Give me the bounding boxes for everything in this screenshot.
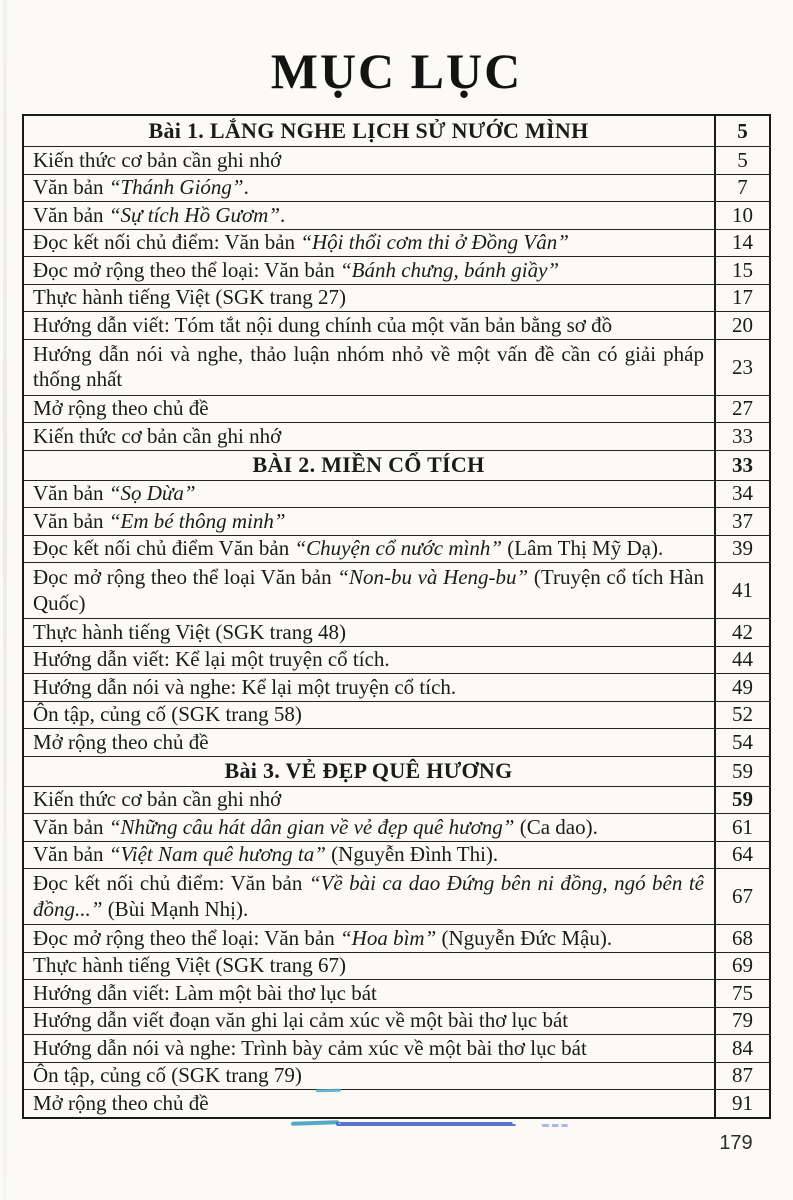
toc-row: [24, 174, 769, 202]
row-page-number: 27: [714, 396, 769, 423]
toc-row: [24, 841, 769, 869]
toc-row: [24, 813, 769, 841]
row-page-number: 52: [714, 702, 769, 729]
row-page-number: 61: [714, 814, 769, 841]
row-title: Đọc mở rộng theo thể loại Văn bản “Non-bu và Heng-bu” (Truyện cổ tích Hàn Quốc): [33, 565, 704, 615]
row-page-number: 54: [714, 729, 769, 756]
pen-mark-blue-dashed: [336, 1122, 516, 1126]
row-page-number: 84: [714, 1035, 769, 1062]
row-title: Mở rộng theo chủ đề: [33, 396, 209, 420]
row-page-number: 17: [714, 285, 769, 312]
row-title: Văn bản “Sự tích Hồ Gươm”.: [33, 202, 286, 227]
row-title: Văn bản “Thánh Gióng”.: [33, 175, 249, 199]
toc-row: [24, 311, 769, 339]
toc-row: [24, 1034, 769, 1062]
toc-row: [24, 618, 769, 646]
row-page-number: 39: [714, 536, 769, 563]
toc-row: [24, 786, 769, 814]
toc-row: [24, 229, 769, 257]
row-page-number: 7: [714, 175, 769, 202]
row-page-number: 14: [714, 230, 769, 257]
row-page-number: 15: [714, 257, 769, 284]
row-page-number: 67: [714, 869, 769, 924]
toc-row: [24, 1089, 769, 1117]
row-page-number: 91: [714, 1090, 769, 1117]
row-page-number: 34: [714, 481, 769, 508]
row-title: Kiến thức cơ bản cần ghi nhớ: [33, 787, 282, 811]
row-title: Bài 1. LẮNG NGHE LỊCH SỬ NƯỚC MÌNH: [148, 118, 589, 144]
row-page-number: 87: [714, 1063, 769, 1090]
toc-row: [24, 701, 769, 729]
toc-row: [24, 562, 769, 618]
row-page-number: 42: [714, 619, 769, 646]
row-page-number: 33: [714, 423, 769, 450]
row-title: Kiến thức cơ bản cần ghi nhớ: [33, 147, 282, 172]
row-page-number: 59: [714, 757, 769, 786]
row-title: Đọc kết nối chủ điểm: Văn bản “Về bài ca dao Đứng bên ni đồng, ngó bên tê đồng...” (Bùi Mạnh Nhị).: [33, 871, 704, 921]
row-page-number: 69: [714, 953, 769, 980]
row-title: Văn bản “Những câu hát dân gian về vẻ đẹp quê hương” (Ca dao).: [33, 814, 598, 839]
toc-row: [24, 480, 769, 508]
row-title: Hướng dẫn viết đoạn văn ghi lại cảm xúc về một bài thơ lục bát: [33, 1008, 569, 1032]
toc-section-header-row: [24, 116, 769, 146]
row-title: Đọc mở rộng theo thể loại: Văn bản “Bánh chưng, bánh giầy”: [33, 257, 560, 282]
row-page-number: 33: [714, 451, 769, 480]
ebook-page-number: 179: [719, 1132, 753, 1154]
row-title: Kiến thức cơ bản cần ghi nhớ: [33, 423, 282, 448]
row-title: Mở rộng theo chủ đề: [33, 729, 209, 754]
toc-row: [24, 1062, 769, 1090]
toc-row: [24, 979, 769, 1007]
row-page-number: 75: [714, 980, 769, 1007]
toc-row: [24, 728, 769, 756]
row-page-number: 44: [714, 647, 769, 674]
row-title: Đọc mở rộng theo thể loại: Văn bản “Hoa bìm” (Nguyễn Đức Mậu).: [33, 925, 613, 950]
toc-row: [24, 339, 769, 395]
toc-row: [24, 395, 769, 423]
row-title: Ôn tập, củng cố (SGK trang 58): [33, 702, 302, 726]
row-title: Hướng dẫn viết: Tóm tắt nội dung chính của một văn bản bằng sơ đồ: [33, 312, 613, 337]
row-title: Bài 3. VẺ ĐẸP QUÊ HƯƠNG: [224, 758, 513, 784]
toc-row: [24, 507, 769, 535]
row-title: Đọc kết nối chủ điểm: Văn bản “Hội thổi cơm thi ở Đồng Vân”: [33, 230, 569, 254]
row-title: BÀI 2. MIỀN CỔ TÍCH: [252, 452, 485, 478]
toc-row: [24, 1007, 769, 1035]
row-title: Thực hành tiếng Việt (SGK trang 27): [33, 285, 347, 309]
row-title: Mở rộng theo chủ đề: [33, 1090, 209, 1115]
pen-mark-cyan-long: [291, 1120, 339, 1126]
row-page-number: 49: [714, 674, 769, 701]
row-page-number: 10: [714, 202, 769, 229]
toc-table: [22, 114, 771, 1119]
toc-row: [24, 646, 769, 674]
toc-row: [24, 256, 769, 284]
toc-row: [24, 868, 769, 924]
toc-row: [24, 146, 769, 174]
toc-row: [24, 952, 769, 980]
toc-row: [24, 673, 769, 701]
row-page-number: 79: [714, 1008, 769, 1035]
toc-row: [24, 924, 769, 952]
row-title: Thực hành tiếng Việt (SGK trang 48): [33, 619, 347, 644]
row-title: Ôn tập, củng cố (SGK trang 79): [33, 1063, 302, 1087]
toc-row: [24, 201, 769, 229]
row-page-number: 5: [714, 147, 769, 174]
row-page-number: 41: [714, 563, 769, 618]
row-title: Thực hành tiếng Việt (SGK trang 67): [33, 953, 347, 977]
toc-row: [24, 284, 769, 312]
row-page-number: 23: [714, 340, 769, 395]
row-title: Văn bản “Em bé thông minh”: [33, 508, 286, 533]
row-title: Hướng dẫn viết: Làm một bài thơ lục bát: [33, 980, 377, 1005]
row-title: Đọc kết nối chủ điểm Văn bản “Chuyện cổ nước mình” (Lâm Thị Mỹ Dạ).: [33, 536, 664, 560]
scan-edge-artifact: [3, 0, 7, 1200]
row-title: Văn bản “Việt Nam quê hương ta” (Nguyễn Đình Thi).: [33, 842, 499, 866]
toc-row: [24, 535, 769, 563]
row-title: Hướng dẫn nói và nghe: Trình bày cảm xúc về một bài thơ lục bát: [33, 1035, 587, 1060]
row-title: Văn bản “Sọ Dừa”: [33, 481, 196, 505]
row-page-number: 20: [714, 312, 769, 339]
row-page-number: 64: [714, 842, 769, 869]
row-page-number: 5: [714, 116, 769, 146]
pen-mark-cyan-small: [316, 1089, 341, 1093]
page-title: MỤC LỤC: [270, 43, 523, 99]
toc-section-header-row: [24, 756, 769, 786]
row-title: Hướng dẫn nói và nghe, thảo luận nhóm nhỏ về một vấn đề cần có giải pháp thống nhất: [33, 341, 704, 391]
pen-mark-blue-dashed-faint: [541, 1124, 569, 1127]
row-page-number: 68: [714, 925, 769, 952]
row-page-number: 59: [714, 787, 769, 814]
toc-row: [24, 422, 769, 450]
row-title: Hướng dẫn viết: Kể lại một truyện cổ tích.: [33, 647, 390, 671]
row-page-number: 37: [714, 508, 769, 535]
toc-section-header-row: [24, 450, 769, 480]
row-title: Hướng dẫn nói và nghe: Kể lại một truyện cổ tích.: [33, 674, 457, 699]
